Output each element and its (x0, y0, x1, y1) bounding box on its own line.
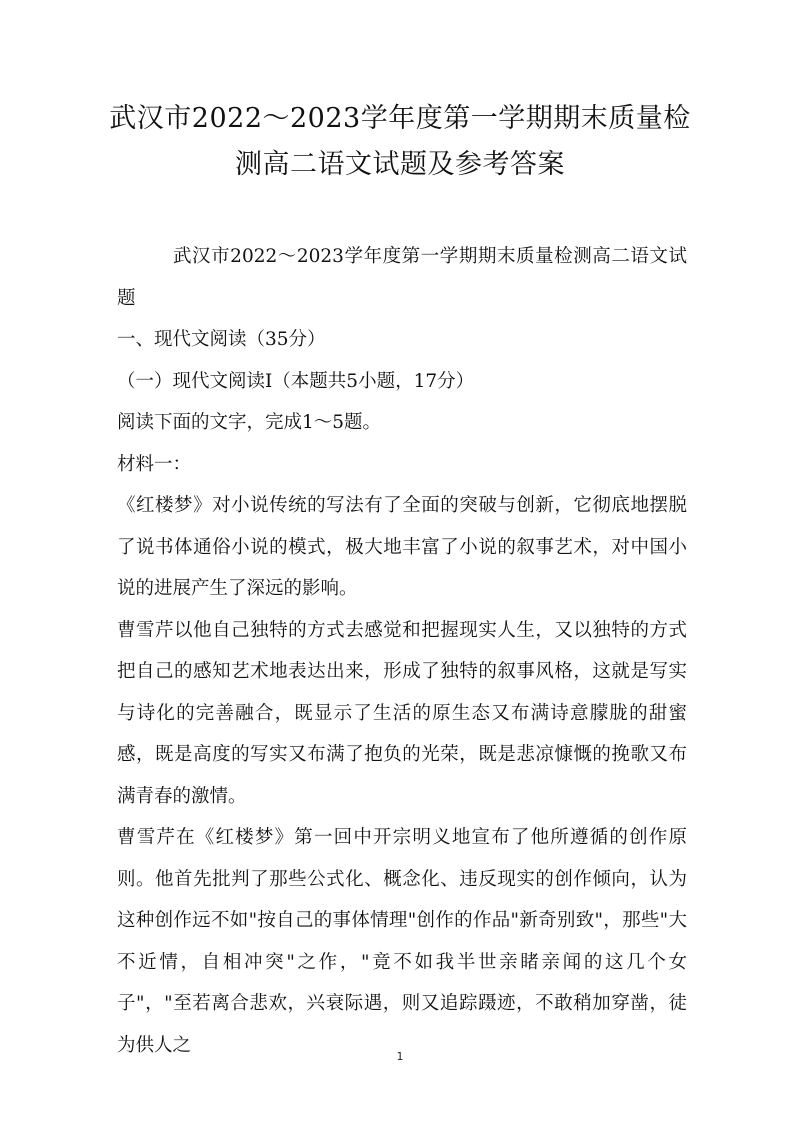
title-line-1: 武汉市2022～2023学年度第一学期期末质量检 (109, 103, 691, 134)
material-label: 材料一： (117, 453, 192, 475)
document-body (117, 236, 687, 1066)
page-number: 1 (396, 1050, 404, 1063)
reading-instruction: 阅读下面的文字，完成1～5题。 (117, 412, 382, 433)
section-heading: 一、现代文阅读（35分） (117, 329, 326, 350)
paragraph: 《红楼梦》对小说传统的写法有了全面的突破与创新，它彻底地摆脱了说书体通俗小说的模式，极大地丰富了小说的叙事艺术，对中国小说的进展产生了深远的影响。 (117, 495, 687, 599)
subsection-heading: （一）现代文阅读Ⅰ（本题共5小题，17分） (117, 370, 475, 392)
document-title (100, 96, 700, 188)
paragraph: 曹雪芹以他自己独特的方式去感觉和把握现实人生，又以独特的方式把自己的感知艺术地表达出来，形成了独特的叙事风格，这就是写实与诗化的完善融合，既显示了生活的原生态又布满诗意朦胧的甜蜜感，既是高度的写实又布满了抱负的光荣，既是悲凉慷慨的挽歌又布满青春的激情。 (117, 619, 687, 807)
exam-subtitle: 武汉市2022～2023学年度第一学期期末质量检测高二语文试题 (117, 246, 687, 309)
title-line-2: 测高二语文试题及参考答案 (235, 149, 565, 180)
paragraph: 曹雪芹在《红楼梦》第一回中开宗明义地宣布了他所遵循的创作原则。他首先批判了那些公式化、概念化、违反现实的创作倾向，认为这种创作远不如"按自己的事体情理"创作的作品"新奇别致"，那些"大不近情，自相冲突"之作，"竟不如我半世亲睹亲闻的这几个女子"，"至若离合悲欢，兴衰际遇，则又追踪蹑迹，不敢稍加穿凿，徒为供人之 (117, 827, 687, 1056)
